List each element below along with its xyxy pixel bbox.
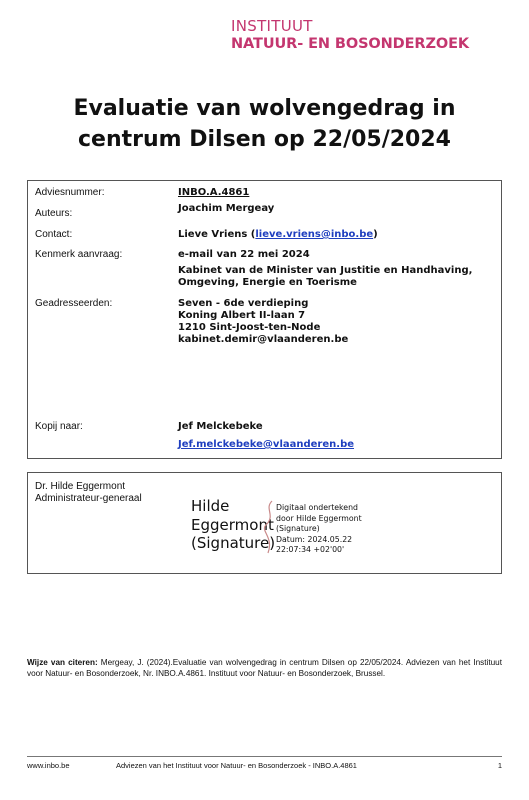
contact-email-link[interactable]: lieve.vriens@inbo.be [255, 229, 374, 240]
geadresseerden-label: Geadresseerden: [35, 298, 113, 309]
address-line-1: Seven - 6de verdieping [178, 298, 309, 309]
signature-box [27, 472, 502, 574]
auteurs-value: Joachim Mergeay [178, 203, 275, 214]
sig-line-1: Hilde [191, 497, 230, 515]
footer-divider [27, 756, 502, 757]
details-box [27, 180, 502, 459]
kenmerk-label: Kenmerk aanvraag: [35, 249, 123, 260]
sig-info-line-3: (Signature) [276, 524, 320, 533]
citation-text: Mergeay, J. (2024).Evaluatie van wolvengedrag in centrum Dilsen op 22/05/2024. Adviezen van het Instituut voor Natuur- en Bosonderzoek, Nr. INBO.A.4861. Instituut voor Natuur- en Bosonderzoek, Brussel. [27, 658, 502, 679]
sig-info-line-1: Digitaal ondertekend [276, 503, 358, 512]
kopij-email-link[interactable]: Jef.melckebeke@vlaanderen.be [178, 439, 355, 450]
adviesnummer-value: INBO.A.4861 [178, 187, 250, 198]
signatory-title: Administrateur-generaal [35, 493, 142, 504]
logo-line-2: NATUUR- EN BOSONDERZOEK [231, 36, 470, 52]
kabinet-line-2: Omgeving, Energie en Toerisme [178, 277, 357, 288]
kopij-label: Kopij naar: [35, 421, 83, 432]
footer-page-number: 1 [497, 761, 502, 770]
logo-line-1: INSTITUUT [231, 17, 313, 35]
address-line-2: Koning Albert II-laan 7 [178, 310, 306, 321]
inbo-logo [231, 17, 469, 53]
sig-info-line-2: door Hilde Eggermont [276, 513, 362, 523]
contact-label: Contact: [35, 229, 73, 240]
citation-label: Wijze van citeren: [27, 658, 98, 667]
page-title [0, 93, 529, 155]
kabinet-line-1: Kabinet van de Minister van Justitie en Handhaving, [178, 265, 473, 276]
contact-value [178, 229, 378, 241]
sig-line-2: Eggermont [191, 515, 274, 534]
sig-info-line-5: 22:07:34 +02'00' [276, 545, 345, 554]
contact-close: ) [373, 229, 378, 240]
auteurs-label: Auteurs: [35, 208, 73, 219]
title-line-1: Evaluatie van wolvengedrag in [73, 96, 456, 121]
contact-name: Lieve Vriens ( [178, 229, 256, 240]
citation [27, 657, 502, 680]
footer-website: www.inbo.be [27, 761, 70, 770]
sig-line-3: (Signature) [191, 534, 276, 552]
signatory [35, 481, 142, 505]
signatory-name: Dr. Hilde Eggermont [35, 481, 126, 492]
signature-info [276, 503, 362, 556]
address-line-3: 1210 Sint-Joost-ten-Node [178, 322, 321, 333]
address-line-4: kabinet.demir@vlaanderen.be [178, 334, 349, 345]
kopij-name: Jef Melckebeke [178, 421, 263, 432]
title-line-2: centrum Dilsen op 22/05/2024 [78, 127, 451, 152]
adviesnummer-label: Adviesnummer: [35, 187, 105, 198]
sig-info-line-4: Datum: 2024.05.22 [276, 534, 353, 544]
kenmerk-value: e-mail van 22 mei 2024 [178, 249, 310, 260]
footer-series: Adviezen van het Instituut voor Natuur- en Bosonderzoek - INBO.A.4861 [116, 761, 357, 770]
